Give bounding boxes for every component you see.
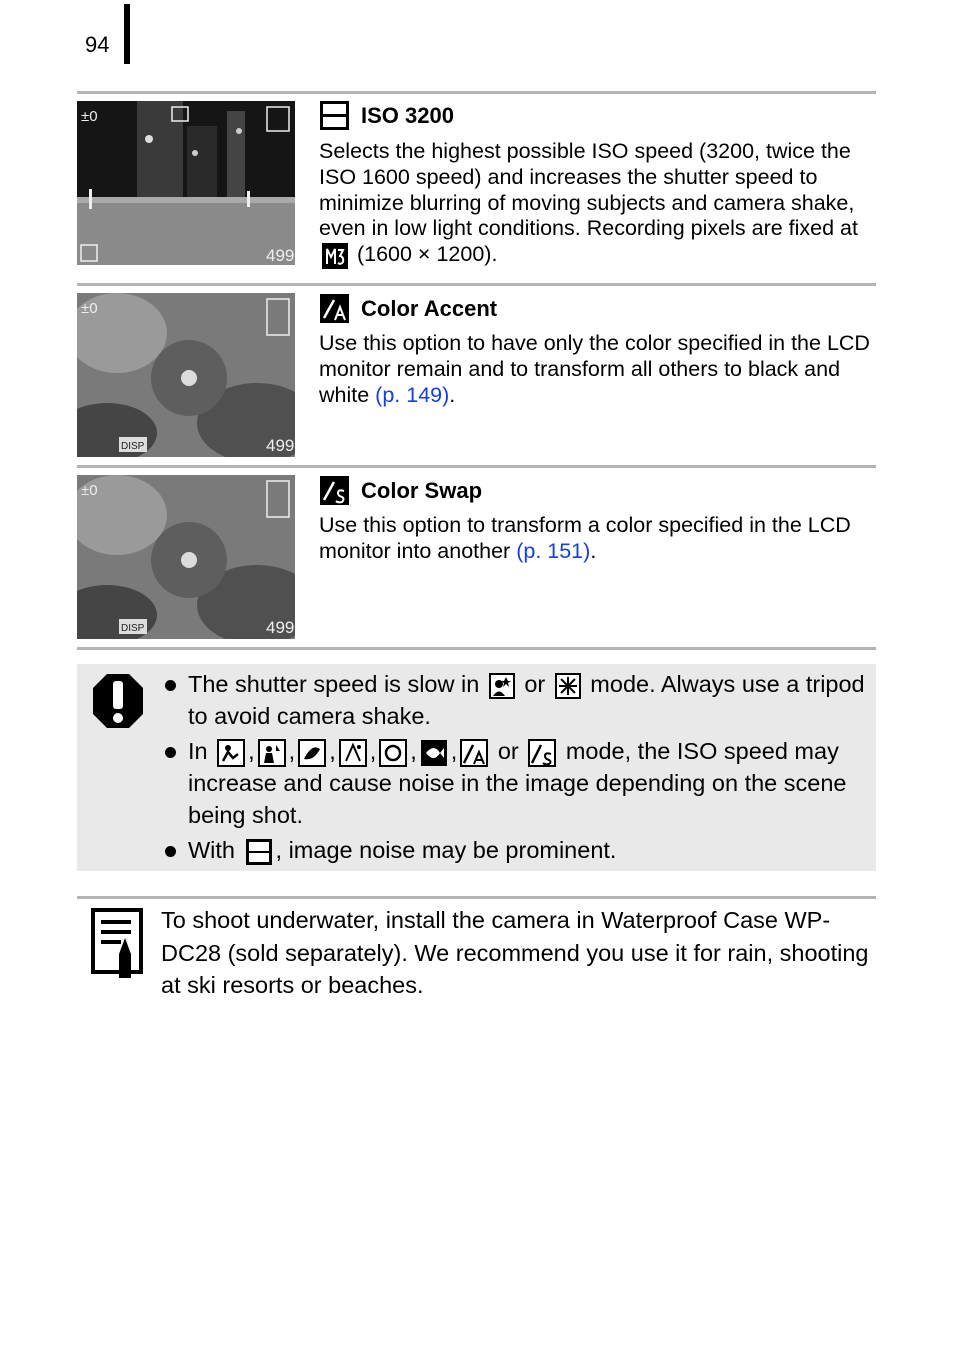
section-title-text: Color Swap (361, 477, 483, 503)
page-marker-bar (124, 4, 130, 64)
color-accent-icon (460, 739, 488, 767)
divider (77, 465, 876, 468)
aquarium-icon (420, 739, 448, 767)
caution-box (77, 664, 876, 871)
caution-icon (91, 672, 145, 730)
divider (77, 896, 876, 899)
lcd-screen-color-accent (77, 293, 295, 457)
kids-pets-icon (217, 739, 245, 767)
note-text: To shoot underwater, install the camera in Waterproof Case WP-DC28 (sold separately). We recommend you use it for rain, shooting at ski resorts or beaches. (161, 907, 869, 998)
caution-item: The shutter speed is slow in or mode. Always use a tripod to avoid camera shake. (165, 668, 865, 732)
section-body-iso3200: Selects the highest possible ISO speed (3200, twice the ISO 1600 speed) and increases the shutter speed to minimize blurring of moving subjects and camera shake, even in low light conditions. Recording pixels are fixed at (1600 × 1200). (319, 139, 874, 269)
caution-item: In , , , , , , or mode, the ISO speed may increase and cause noise in the image depending on the scene being shot. (165, 735, 865, 831)
iso-3200-icon (320, 101, 349, 130)
section-title-text: ISO 3200 (361, 102, 454, 128)
divider (77, 91, 876, 94)
page-number: 94 (85, 32, 110, 57)
lcd-screen-color-swap (77, 475, 295, 639)
snow-icon (339, 739, 367, 767)
fireworks-icon (555, 673, 581, 699)
section-title-iso3200 (320, 101, 454, 130)
exposure-readout: ±0 (81, 482, 98, 499)
section-body-color-swap: Use this option to transform a color specified in the LCD monitor into another (p. 151). (319, 513, 851, 563)
page-link-149[interactable]: (p. 149) (375, 382, 450, 407)
disp-label: DISP (121, 441, 145, 452)
color-swap-icon (528, 739, 556, 767)
color-swap-icon (320, 476, 349, 505)
shots-remaining: 499 (266, 436, 295, 455)
indoor-icon (258, 739, 286, 767)
exposure-readout: ±0 (81, 300, 98, 317)
divider (77, 647, 876, 650)
foliage-icon (298, 739, 326, 767)
caution-list (165, 668, 865, 869)
memo-icon (91, 908, 145, 980)
section-title-color-accent (320, 294, 497, 323)
beach-icon (379, 739, 407, 767)
disp-label: DISP (121, 623, 145, 634)
night-snapshot-icon (489, 673, 515, 699)
page-link-151[interactable]: (p. 151) (516, 538, 591, 563)
section-title-color-swap (320, 476, 482, 505)
caution-item: With , image noise may be prominent. (165, 834, 865, 866)
iso-3200-icon (245, 838, 273, 866)
m3-resolution-icon (322, 243, 348, 269)
section-body-color-accent: Use this option to have only the color specified in the LCD monitor remain and to transform all others to black and white (p. 149). (319, 331, 870, 407)
shots-remaining: 499 (266, 618, 295, 637)
divider (77, 283, 876, 286)
section-title-text: Color Accent (361, 295, 498, 321)
lcd-screen-iso3200 (77, 101, 295, 265)
color-accent-icon (320, 294, 349, 323)
shots-remaining: 499 (266, 246, 295, 265)
exposure-readout: ±0 (81, 108, 98, 125)
